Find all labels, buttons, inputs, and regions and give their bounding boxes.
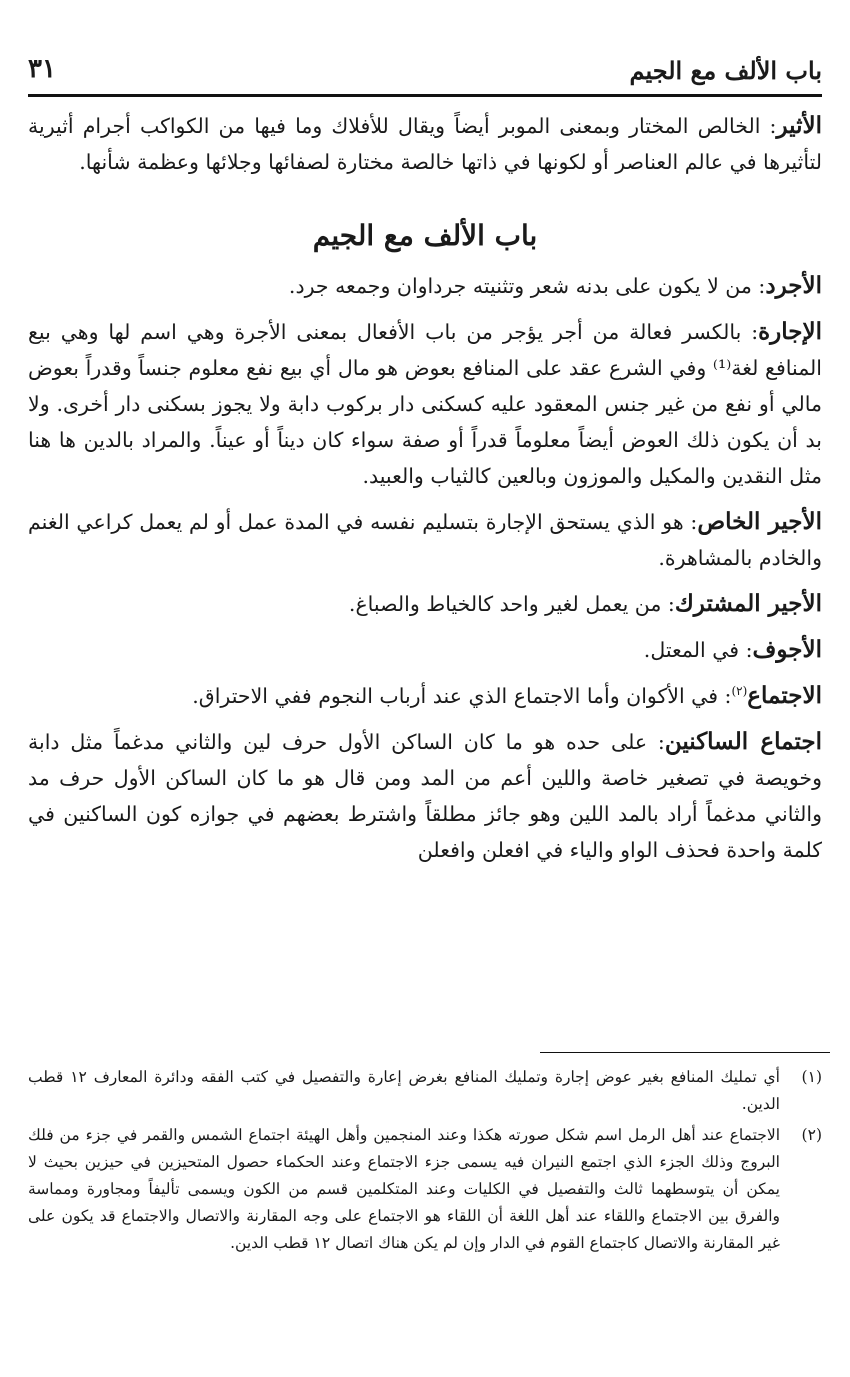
entry-ajwaf [28,632,822,668]
section-title: باب الألف مع الجيم [312,219,538,252]
footnote [28,1122,822,1257]
entry-ajir-mushtarak [28,586,822,622]
page-body [28,108,822,868]
entry-ajir-khass [28,504,822,576]
entry-text: : بالكسر فعالة من أجر يؤجر من باب الأفعال بمعنى الأجرة وهي اسم لها وهي بيع المنافع لغة⁽¹⁾ وفي الشرع عقد على المنافع بعوض هو مال أي بيع نفع معلوم جنساً وقدراً بعوض مالي أو نفع من غير جنس المعقود عليه كسكنى دار بركوب دابة ولا يجوز بسكنى دار أخرى. ولا بد أن يكون ذلك العوض أيضاً معلوماً قدراً أو صفة سواء كان ديناً أو عيناً. والمراد بالدين ها هنا مثل النقدين والمكيل والموزون وبالعين كالثياب والعبيد. [28,320,822,488]
entry-ijtima [28,678,822,714]
page-number: ٣١ [28,54,56,84]
entry-term: الاجتماع [747,682,822,709]
entry-athir [28,108,822,180]
footnote-text: الاجتماع عند أهل الرمل اسم شكل صورته هكذا وعند المنجمين وأهل الهيئة اجتماع الشمس والقمر في جزء من فلك البروج وذلك الجزء الذي اجتمع النيران فيه يسمى جزء الاجتماع وعند الحكماء حصول المتحيزين في حيزين بحيث لا يمكن أن يتوسطهما ثالث والتفصيل في الكليات وعند المتكلمين قسم من الكون ويسمى تأليفاً ومجاورة ومماسة والفرق بين الاجتماع واللقاء عند أهل اللغة أن اللقاء هو الاجتماع على وجه المقارنة والاتصال والاجتماع قد يكون على غير المقارنة والاتصال كاجتماع القوم في الدار وإن لم يكن هناك اتصال ١٢ قطب الدين. [28,1126,780,1252]
entry-text: : في المعتل. [643,638,753,662]
entry-text: : هو الذي يستحق الإجارة بتسليم نفسه في المدة عمل أو لم يعمل كراعي الغنم والخادم بالمشاهرة. [28,510,822,570]
entry-text: : على حده هو ما كان الساكن الأول حرف لين والثاني مدغماً مثل دابة وخويصة في تصغير خاصة واللين أعم من المد ومن قال هو ما كان الساكن الأول حرف مد والثاني مدغماً أراد بالمد اللين وهو جائز مطلقاً واشترط بعضهم في جوازه كون الساكنين في كلمة واحدة فحذف الواو والياء في افعلن وافعلن [28,730,822,862]
footnote-text: أي تمليك المنافع بغير عوض إجارة وتمليك المنافع بغرض إعارة والتفصيل في كتب الفقه ودائرة المعارف ١٢ قطب الدين. [28,1068,780,1113]
entry-term: الأجوف [752,636,822,663]
footnote-mark: (٢) [801,1126,822,1144]
entry-term: الإجارة [758,318,822,345]
entry-text: : من لا يكون على بدنه شعر وتثنيته جرداوان وجمعه جرد. [288,274,766,298]
entry-term: الأجير المشترك [674,590,822,617]
entry-term: الأجرد [765,272,822,299]
footnotes [28,1064,822,1261]
entry-term: الأجير الخاص [697,508,822,535]
entry-term: اجتماع الساكنين [664,728,822,755]
entry-text: : من يعمل لغير واحد كالخياط والصباغ. [348,592,675,616]
entry-text: : الخالص المختار وبمعنى الموبر أيضاً ويقال للأفلاك وما فيها من الكواكب أجرام أثيرية لتأثيرها في عالم العناصر أو لكونها في ذاتها خالصة مختارة لصفائها وجلائها وعظمة شأنها. [28,114,822,174]
footnote-ref: (٢) [731,684,748,699]
entry-ijara [28,314,822,494]
entry-text: : في الأكوان وأما الاجتماع الذي عند أرباب النجوم ففي الاحتراق. [192,684,732,708]
entry-term: الأثير [776,112,822,139]
running-header [28,52,822,92]
entry-ijtima-sakinayn [28,724,822,868]
running-header-title: باب الألف مع الجيم [629,56,822,85]
footnote-mark: (١) [801,1068,822,1086]
footnote-rule [540,1052,830,1053]
footnote [28,1064,822,1118]
header-rule [28,94,822,97]
entry-ajrad [28,268,822,304]
